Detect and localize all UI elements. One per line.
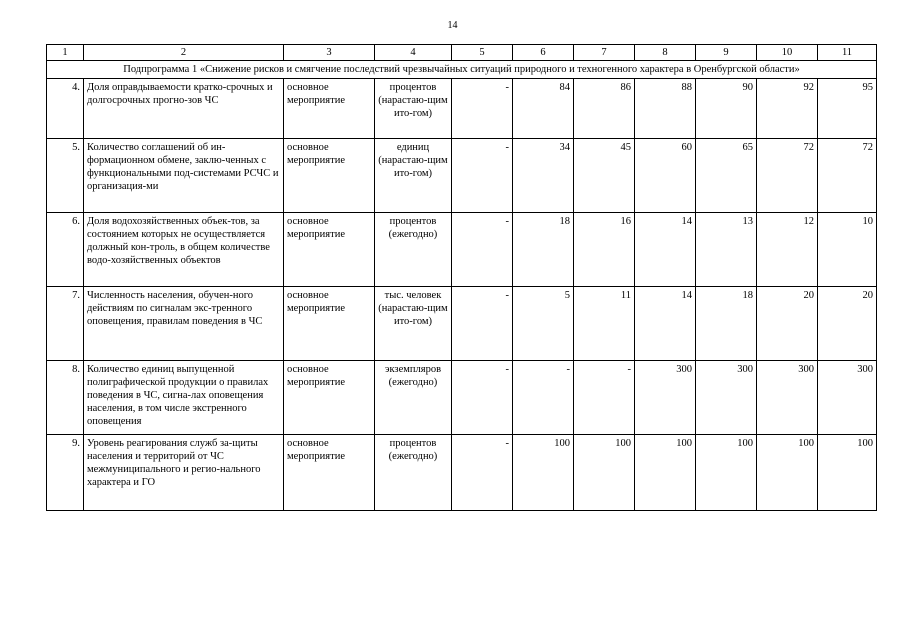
column-number: 3: [284, 45, 375, 61]
indicator-value: 72: [757, 139, 818, 213]
indicator-value: 100: [513, 435, 574, 511]
indicator-type: основное мероприятие: [284, 287, 375, 361]
row-number: 4.: [47, 79, 84, 139]
indicator-value: 72: [818, 139, 877, 213]
section-title: Подпрограмма 1 «Снижение рисков и смягчение последствий чрезвычайных ситуаций природного и техногенного характера в Оренбургской области»: [47, 61, 877, 79]
indicator-value: -: [574, 361, 635, 435]
indicator-value: 90: [696, 79, 757, 139]
indicator-unit: процентов (ежегодно): [375, 435, 452, 511]
indicator-value: 100: [574, 435, 635, 511]
indicator-value: 92: [757, 79, 818, 139]
page-number: 14: [447, 20, 458, 31]
indicator-name: Численность населения, обучен-ного действиям по сигналам экс-тренного оповещения, правилам поведения в ЧС: [84, 287, 284, 361]
indicator-name: Уровень реагирования служб за-щиты населения и территорий от ЧС межмуниципального и регио-нального характера и ГО: [84, 435, 284, 511]
table-row: [47, 79, 877, 139]
indicator-value: 60: [635, 139, 696, 213]
indicator-value: 100: [818, 435, 877, 511]
indicator-name: Доля оправдываемости кратко-срочных и долгосрочных прогно-зов ЧС: [84, 79, 284, 139]
row-number: 8.: [47, 361, 84, 435]
indicator-value: -: [452, 361, 513, 435]
indicator-value: 300: [696, 361, 757, 435]
indicator-unit: тыс. человек (нарастаю-щим ито-гом): [375, 287, 452, 361]
table-row: [47, 139, 877, 213]
indicator-value: 13: [696, 213, 757, 287]
indicator-value: 300: [635, 361, 696, 435]
column-number: 9: [696, 45, 757, 61]
indicator-unit: процентов (ежегодно): [375, 213, 452, 287]
row-number: 9.: [47, 435, 84, 511]
indicator-value: 18: [513, 213, 574, 287]
indicator-value: -: [452, 79, 513, 139]
indicator-unit: экземпляров (ежегодно): [375, 361, 452, 435]
indicator-value: 300: [818, 361, 877, 435]
table-row: [47, 361, 877, 435]
column-number: 6: [513, 45, 574, 61]
indicator-value: -: [452, 287, 513, 361]
indicator-value: 12: [757, 213, 818, 287]
indicator-name: Количество единиц выпущенной полиграфической продукции о правилах поведения в ЧС, сигна-лах оповещения населения, в том числе экстренного оповещения: [84, 361, 284, 435]
indicator-value: 65: [696, 139, 757, 213]
indicators-table: [46, 44, 877, 511]
indicator-value: 5: [513, 287, 574, 361]
indicator-value: 100: [696, 435, 757, 511]
indicator-value: -: [452, 435, 513, 511]
indicator-unit: процентов (нарастаю-щим ито-гом): [375, 79, 452, 139]
table-row: [47, 213, 877, 287]
indicator-type: основное мероприятие: [284, 213, 375, 287]
column-number: 10: [757, 45, 818, 61]
column-number: 11: [818, 45, 877, 61]
table-row: [47, 287, 877, 361]
indicator-name: Количество соглашений об ин-формационном обмене, заклю-ченных с функциональными под-системами РСЧС и организация-ми: [84, 139, 284, 213]
indicator-value: 16: [574, 213, 635, 287]
indicator-value: 18: [696, 287, 757, 361]
indicator-value: -: [452, 213, 513, 287]
indicator-value: 20: [757, 287, 818, 361]
indicator-value: 300: [757, 361, 818, 435]
indicator-value: 84: [513, 79, 574, 139]
indicator-value: 11: [574, 287, 635, 361]
indicator-value: 100: [757, 435, 818, 511]
indicator-value: 86: [574, 79, 635, 139]
indicator-value: 14: [635, 213, 696, 287]
indicator-value: 45: [574, 139, 635, 213]
indicator-type: основное мероприятие: [284, 361, 375, 435]
indicator-value: -: [513, 361, 574, 435]
indicator-value: 20: [818, 287, 877, 361]
column-number-row: [47, 45, 877, 61]
indicator-value: 34: [513, 139, 574, 213]
indicator-value: -: [452, 139, 513, 213]
indicator-type: основное мероприятие: [284, 139, 375, 213]
indicator-name: Доля водохозяйственных объек-тов, за состоянием которых не осуществляется должный кон-троль, в общем количестве водо-хозяйственных объектов: [84, 213, 284, 287]
column-number: 7: [574, 45, 635, 61]
column-number: 1: [47, 45, 84, 61]
indicator-type: основное мероприятие: [284, 79, 375, 139]
column-number: 8: [635, 45, 696, 61]
indicator-value: 10: [818, 213, 877, 287]
row-number: 5.: [47, 139, 84, 213]
indicator-unit: единиц (нарастаю-щим ито-гом): [375, 139, 452, 213]
column-number: 5: [452, 45, 513, 61]
indicator-value: 100: [635, 435, 696, 511]
section-row: [47, 61, 877, 79]
column-number: 4: [375, 45, 452, 61]
indicator-type: основное мероприятие: [284, 435, 375, 511]
indicator-value: 88: [635, 79, 696, 139]
row-number: 7.: [47, 287, 84, 361]
row-number: 6.: [47, 213, 84, 287]
indicator-value: 95: [818, 79, 877, 139]
indicator-value: 14: [635, 287, 696, 361]
column-number: 2: [84, 45, 284, 61]
table-row: [47, 435, 877, 511]
